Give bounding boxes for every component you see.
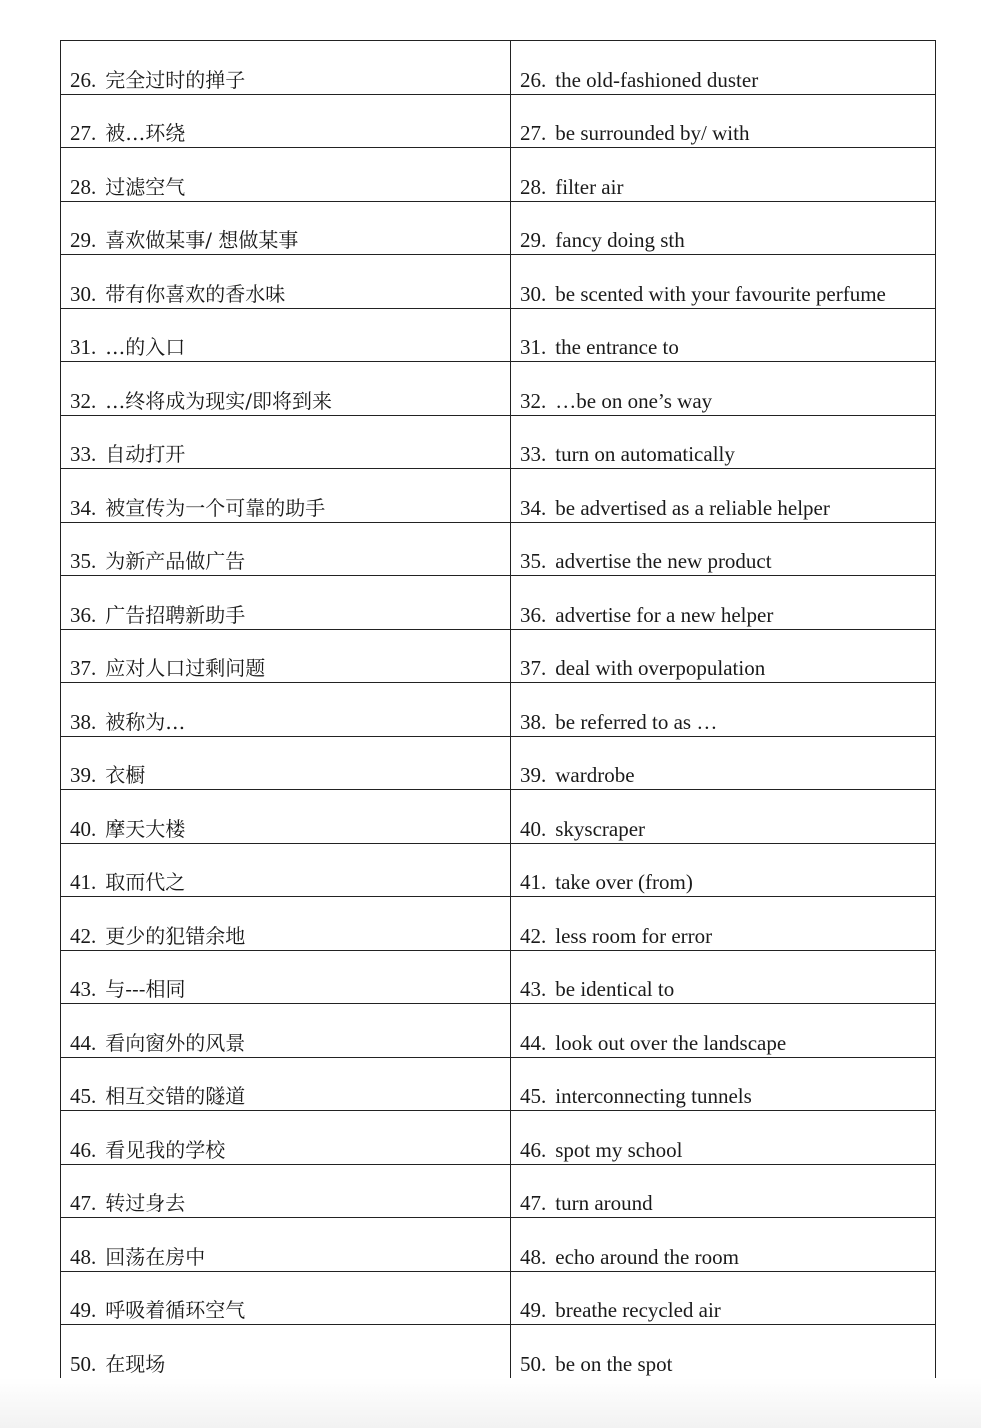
english-cell	[511, 1325, 936, 1379]
chinese-phrase: 呼吸着循环空气	[105, 1298, 246, 1322]
english-item-number: 31.	[520, 335, 547, 359]
chinese-phrase: 被宣传为一个可靠的助手	[105, 495, 326, 520]
chinese-phrase: 被称为…	[105, 709, 186, 734]
english-item-number: 36.	[520, 602, 547, 627]
vocab-row	[61, 629, 936, 683]
chinese-phrase: 完全过时的掸子	[105, 67, 246, 92]
vocab-row	[61, 843, 936, 897]
vocab-row	[61, 897, 936, 951]
chinese-item-number: 48.	[70, 1244, 97, 1269]
chinese-cell	[61, 362, 511, 416]
chinese-item-number: 32.	[70, 388, 97, 413]
english-cell	[511, 1057, 936, 1111]
english-item-number: 30.	[520, 281, 547, 306]
english-item-number: 43.	[520, 977, 547, 1001]
chinese-phrase: 看见我的学校	[105, 1137, 226, 1162]
chinese-phrase: 转过身去	[105, 1191, 186, 1215]
english-cell	[511, 362, 936, 416]
chinese-cell	[61, 1057, 511, 1111]
chinese-phrase: 过滤空气	[105, 174, 186, 199]
chinese-cell	[61, 255, 511, 309]
english-item-number: 41.	[520, 870, 547, 894]
vocab-row	[61, 790, 936, 844]
chinese-phrase: 广告招聘新助手	[105, 602, 246, 627]
english-cell	[511, 576, 936, 630]
english-cell	[511, 148, 936, 202]
english-phrase: spot my school	[555, 1137, 683, 1162]
english-cell	[511, 736, 936, 790]
english-cell	[511, 308, 936, 362]
english-cell	[511, 522, 936, 576]
chinese-item-number: 40.	[70, 816, 97, 841]
english-item-number: 27.	[520, 121, 547, 145]
chinese-cell	[61, 576, 511, 630]
chinese-item-number: 50.	[70, 1351, 97, 1376]
chinese-phrase: 带有你喜欢的香水味	[105, 281, 286, 306]
english-phrase: be scented with your favourite perfume	[555, 281, 886, 306]
english-cell	[511, 683, 936, 737]
chinese-item-number: 36.	[70, 602, 97, 627]
vocabulary-table	[60, 40, 936, 1379]
english-phrase: look out over the landscape	[555, 1030, 787, 1055]
chinese-phrase: 回荡在房中	[105, 1244, 206, 1269]
vocab-row	[61, 148, 936, 202]
english-item-number: 35.	[520, 549, 547, 573]
english-cell	[511, 1218, 936, 1272]
english-item-number: 42.	[520, 923, 547, 948]
chinese-item-number: 30.	[70, 281, 97, 306]
vocab-row	[61, 41, 936, 95]
chinese-item-number: 38.	[70, 709, 97, 734]
english-item-number: 28.	[520, 174, 547, 199]
bottom-shadow	[0, 1378, 981, 1428]
vocab-row	[61, 736, 936, 790]
chinese-phrase: …的入口	[105, 335, 186, 359]
chinese-cell	[61, 1325, 511, 1379]
chinese-item-number: 45.	[70, 1084, 97, 1108]
chinese-item-number: 35.	[70, 549, 97, 573]
chinese-phrase: 取而代之	[105, 870, 186, 894]
english-cell	[511, 469, 936, 523]
chinese-item-number: 42.	[70, 923, 97, 948]
chinese-item-number: 39.	[70, 763, 97, 787]
vocab-row	[61, 1164, 936, 1218]
english-cell	[511, 897, 936, 951]
chinese-item-number: 28.	[70, 174, 97, 199]
english-item-number: 33.	[520, 442, 547, 466]
english-cell	[511, 1111, 936, 1165]
english-phrase: be surrounded by/ with	[555, 121, 750, 145]
chinese-item-number: 31.	[70, 335, 97, 359]
english-phrase: take over (from)	[555, 870, 693, 894]
chinese-item-number: 34.	[70, 495, 97, 520]
chinese-cell	[61, 1218, 511, 1272]
chinese-cell	[61, 1164, 511, 1218]
english-item-number: 38.	[520, 709, 547, 734]
english-phrase: the entrance to	[555, 335, 679, 359]
vocab-row	[61, 1111, 936, 1165]
english-cell	[511, 843, 936, 897]
english-cell	[511, 415, 936, 469]
english-phrase: …be on one’s way	[555, 388, 713, 413]
chinese-phrase: 摩天大楼	[105, 816, 186, 841]
english-cell	[511, 950, 936, 1004]
english-phrase: advertise the new product	[555, 549, 772, 573]
vocab-row	[61, 1057, 936, 1111]
chinese-phrase: 自动打开	[105, 442, 186, 466]
english-phrase: less room for error	[555, 923, 713, 948]
vocabulary-table-body	[61, 41, 936, 1379]
english-cell	[511, 1004, 936, 1058]
vocab-row	[61, 94, 936, 148]
vocab-row	[61, 576, 936, 630]
chinese-item-number: 49.	[70, 1298, 97, 1322]
chinese-cell	[61, 897, 511, 951]
english-cell	[511, 1271, 936, 1325]
chinese-item-number: 47.	[70, 1191, 97, 1215]
chinese-phrase: 衣橱	[105, 763, 146, 787]
english-item-number: 47.	[520, 1191, 547, 1215]
chinese-cell	[61, 41, 511, 95]
english-phrase: advertise for a new helper	[555, 602, 774, 627]
chinese-cell	[61, 148, 511, 202]
english-phrase: turn around	[555, 1191, 653, 1215]
vocab-row	[61, 201, 936, 255]
english-phrase: filter air	[555, 174, 624, 199]
english-cell	[511, 94, 936, 148]
english-phrase: echo around the room	[555, 1244, 739, 1269]
chinese-phrase: 在现场	[105, 1351, 166, 1376]
english-phrase: skyscraper	[555, 816, 646, 841]
english-item-number: 48.	[520, 1244, 547, 1269]
vocab-row	[61, 1271, 936, 1325]
chinese-cell	[61, 950, 511, 1004]
chinese-cell	[61, 629, 511, 683]
english-phrase: wardrobe	[555, 763, 635, 787]
chinese-cell	[61, 843, 511, 897]
chinese-item-number: 27.	[70, 121, 97, 145]
english-item-number: 37.	[520, 656, 547, 680]
vocab-row	[61, 950, 936, 1004]
english-cell	[511, 41, 936, 95]
vocab-row	[61, 362, 936, 416]
english-cell	[511, 629, 936, 683]
english-phrase: breathe recycled air	[555, 1298, 721, 1322]
english-item-number: 49.	[520, 1298, 547, 1322]
english-cell	[511, 201, 936, 255]
chinese-phrase: 应对人口过剩问题	[105, 656, 266, 680]
vocab-row	[61, 469, 936, 523]
chinese-phrase: 更少的犯错余地	[105, 923, 246, 948]
chinese-phrase: 被…环绕	[105, 121, 186, 145]
vocab-row	[61, 308, 936, 362]
english-cell	[511, 255, 936, 309]
chinese-item-number: 41.	[70, 870, 97, 894]
english-cell	[511, 790, 936, 844]
vocab-row	[61, 683, 936, 737]
english-phrase: deal with overpopulation	[555, 656, 766, 680]
chinese-item-number: 46.	[70, 1137, 97, 1162]
chinese-item-number: 29.	[70, 228, 97, 252]
english-phrase: be referred to as …	[555, 709, 718, 734]
english-item-number: 40.	[520, 816, 547, 841]
english-cell	[511, 1164, 936, 1218]
chinese-cell	[61, 522, 511, 576]
vocab-row	[61, 1325, 936, 1379]
chinese-item-number: 26.	[70, 67, 97, 92]
english-item-number: 50.	[520, 1351, 547, 1376]
english-phrase: fancy doing sth	[555, 228, 685, 252]
chinese-phrase: 相互交错的隧道	[105, 1084, 246, 1108]
chinese-cell	[61, 683, 511, 737]
vocab-row	[61, 255, 936, 309]
chinese-item-number: 43.	[70, 977, 97, 1001]
chinese-cell	[61, 1111, 511, 1165]
english-phrase: be on the spot	[555, 1351, 673, 1376]
english-item-number: 32.	[520, 388, 547, 413]
vocab-row	[61, 1004, 936, 1058]
chinese-cell	[61, 790, 511, 844]
english-item-number: 44.	[520, 1030, 547, 1055]
chinese-cell	[61, 469, 511, 523]
english-item-number: 34.	[520, 495, 547, 520]
chinese-item-number: 33.	[70, 442, 97, 466]
chinese-cell	[61, 736, 511, 790]
english-phrase: be identical to	[555, 977, 675, 1001]
vocab-row	[61, 1218, 936, 1272]
english-item-number: 46.	[520, 1137, 547, 1162]
vocab-row	[61, 522, 936, 576]
chinese-phrase: …终将成为现实/即将到来	[105, 388, 332, 413]
english-phrase: turn on automatically	[555, 442, 735, 466]
chinese-cell	[61, 415, 511, 469]
chinese-phrase: 为新产品做广告	[105, 549, 246, 573]
chinese-cell	[61, 201, 511, 255]
chinese-phrase: 喜欢做某事/ 想做某事	[105, 228, 299, 252]
english-item-number: 26.	[520, 67, 547, 92]
chinese-cell	[61, 94, 511, 148]
chinese-item-number: 37.	[70, 656, 97, 680]
chinese-cell	[61, 1004, 511, 1058]
chinese-cell	[61, 1271, 511, 1325]
english-item-number: 45.	[520, 1084, 547, 1108]
english-item-number: 39.	[520, 763, 547, 787]
english-item-number: 29.	[520, 228, 547, 252]
vocab-row	[61, 415, 936, 469]
chinese-phrase: 看向窗外的风景	[105, 1030, 246, 1055]
chinese-phrase: 与---相同	[105, 977, 186, 1001]
english-phrase: be advertised as a reliable helper	[555, 495, 830, 520]
english-phrase: interconnecting tunnels	[555, 1084, 752, 1108]
chinese-item-number: 44.	[70, 1030, 97, 1055]
english-phrase: the old-fashioned duster	[555, 67, 759, 92]
chinese-cell	[61, 308, 511, 362]
